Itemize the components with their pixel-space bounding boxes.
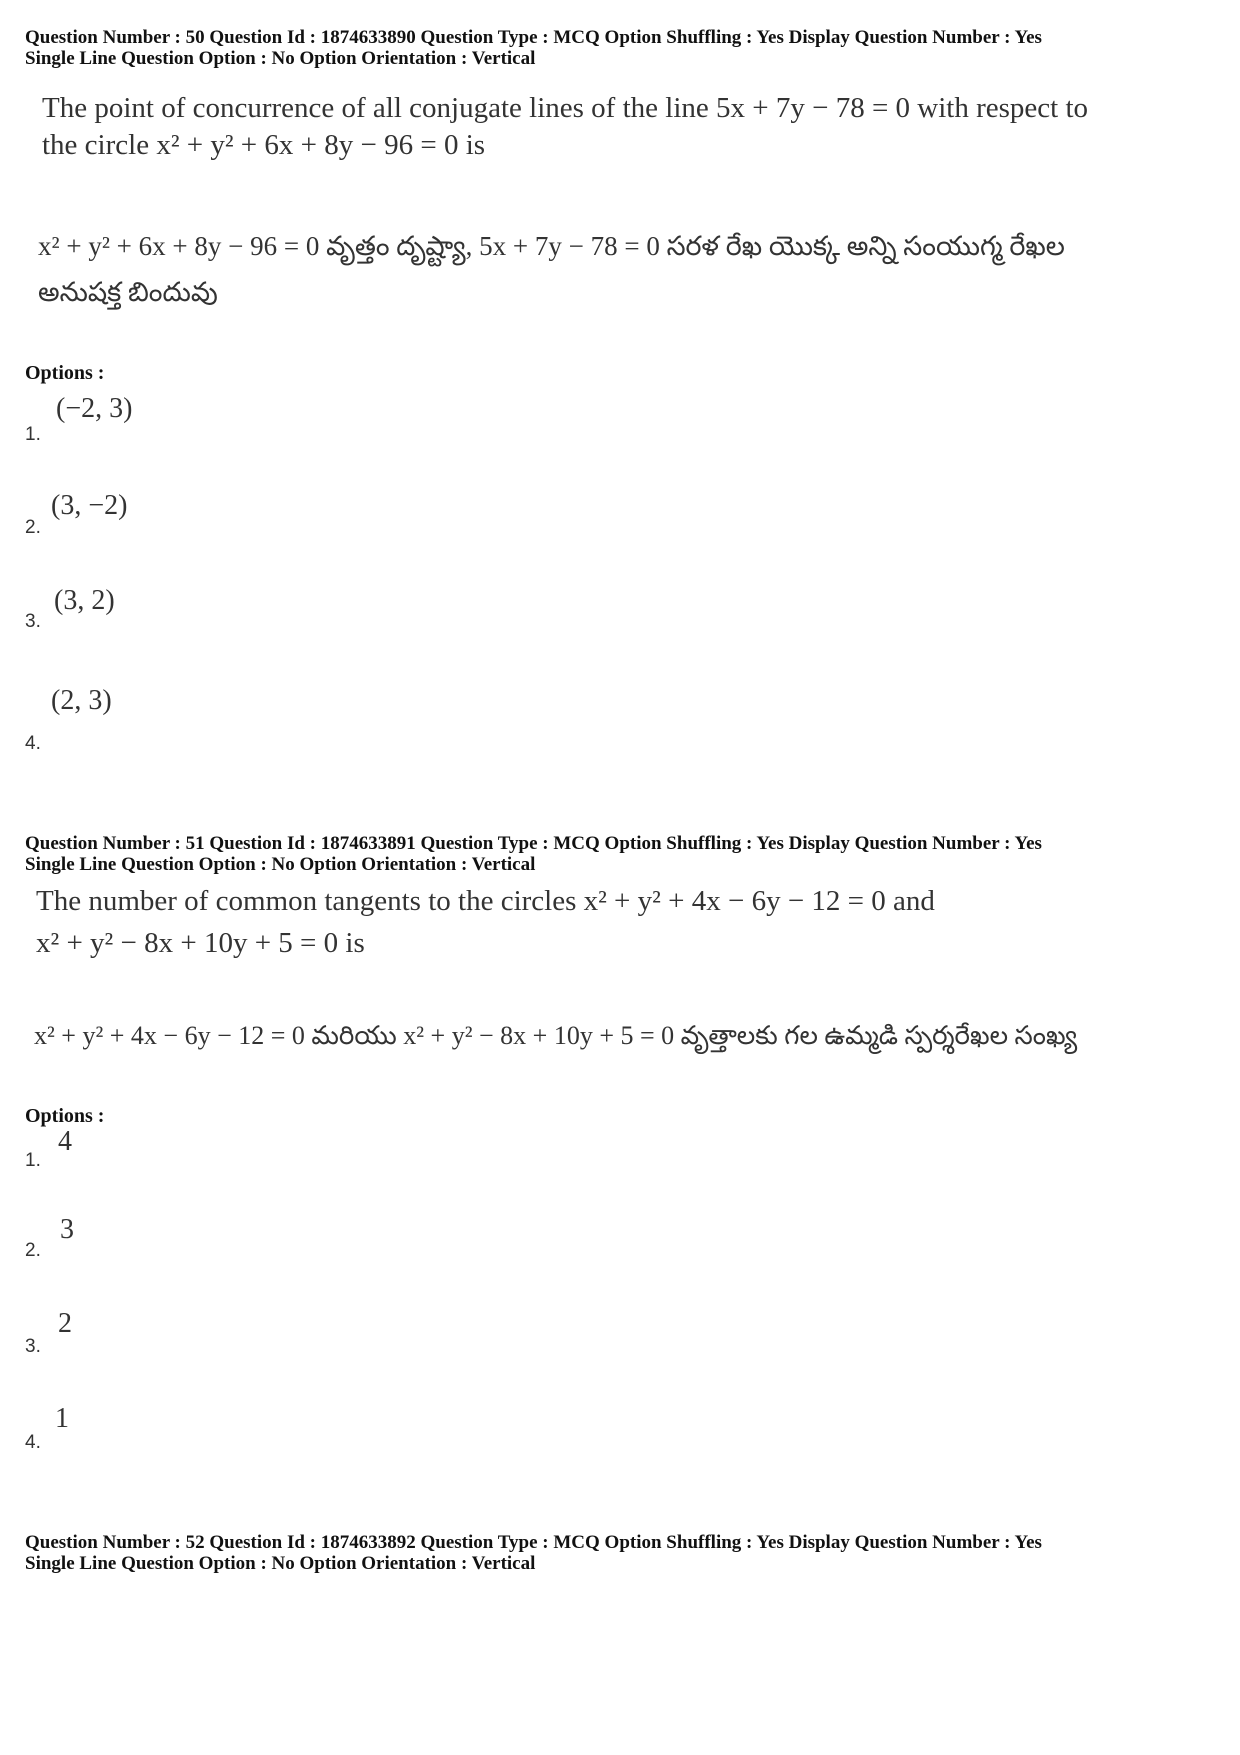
q50-option-4-number: 4. — [25, 733, 41, 754]
q50-meta-line1: Question Number : 50 Question Id : 1874633890 Question Type : MCQ Option Shuffling : Yes Display Question Number : Yes — [25, 27, 1042, 48]
q51-option-3-value[interactable]: 2 — [58, 1308, 72, 1339]
q51-question-telugu — [34, 1016, 1077, 1056]
q51-option-2-number: 2. — [25, 1240, 41, 1261]
q50-option-2-number: 2. — [25, 517, 41, 538]
q50-options-label: Options : — [25, 362, 105, 384]
q50-telugu-line2: అనుషక్త బిందువు — [38, 277, 218, 307]
q50-question-english — [42, 90, 1088, 164]
q52-meta-line2: Single Line Question Option : No Option Orientation : Vertical — [25, 1553, 536, 1574]
q50-option-1-value[interactable]: (−2, 3) — [56, 393, 133, 424]
q51-option-4-value[interactable]: 1 — [55, 1403, 69, 1434]
q51-option-3-number: 3. — [25, 1336, 41, 1357]
q51-meta — [25, 833, 1042, 875]
q51-question-english — [36, 880, 935, 964]
q51-option-2-value[interactable]: 3 — [60, 1214, 74, 1245]
q50-english-line1: The point of concurrence of all conjugate lines of the line 5x + 7y − 78 = 0 with respect to — [42, 92, 1089, 124]
q50-telugu-line1: x² + y² + 6x + 8y − 96 = 0 వృత్తం దృష్ట్యా, 5x + 7y − 78 = 0 సరళ రేఖ యొక్క అన్ని సంయుగ్మ రేఖల — [38, 231, 1065, 261]
q50-question-telugu — [38, 223, 1065, 315]
q51-english-line2: x² + y² − 8x + 10y + 5 = 0 is — [36, 927, 365, 959]
q50-option-3-value[interactable]: (3, 2) — [54, 585, 115, 616]
q50-option-1-number: 1. — [25, 424, 41, 445]
q51-english-line1: The number of common tangents to the circles x² + y² + 4x − 6y − 12 = 0 and — [36, 885, 935, 917]
q51-option-1-number: 1. — [25, 1150, 41, 1171]
q50-option-2-value[interactable]: (3, −2) — [51, 490, 128, 521]
q52-meta-line1: Question Number : 52 Question Id : 1874633892 Question Type : MCQ Option Shuffling : Yes Display Question Number : Yes — [25, 1532, 1042, 1553]
q51-telugu-line1: x² + y² + 4x − 6y − 12 = 0 మరియు x² + y² − 8x + 10y + 5 = 0 వృత్తాలకు గల ఉమ్మడి స్పర్శరేఖల సంఖ్య — [34, 1021, 1078, 1050]
q51-option-4-number: 4. — [25, 1432, 41, 1453]
q51-meta-line1: Question Number : 51 Question Id : 1874633891 Question Type : MCQ Option Shuffling : Yes Display Question Number : Yes — [25, 833, 1042, 854]
q50-english-line2: the circle x² + y² + 6x + 8y − 96 = 0 is — [42, 129, 486, 161]
q51-options-label: Options : — [25, 1105, 105, 1127]
q51-meta-line2: Single Line Question Option : No Option Orientation : Vertical — [25, 854, 536, 875]
q50-meta — [25, 27, 1042, 69]
q50-option-3-number: 3. — [25, 611, 41, 632]
q50-meta-line2: Single Line Question Option : No Option Orientation : Vertical — [25, 48, 536, 69]
q50-option-4-value[interactable]: (2, 3) — [51, 685, 112, 716]
q51-option-1-value[interactable]: 4 — [58, 1126, 72, 1157]
q52-meta — [25, 1532, 1042, 1574]
